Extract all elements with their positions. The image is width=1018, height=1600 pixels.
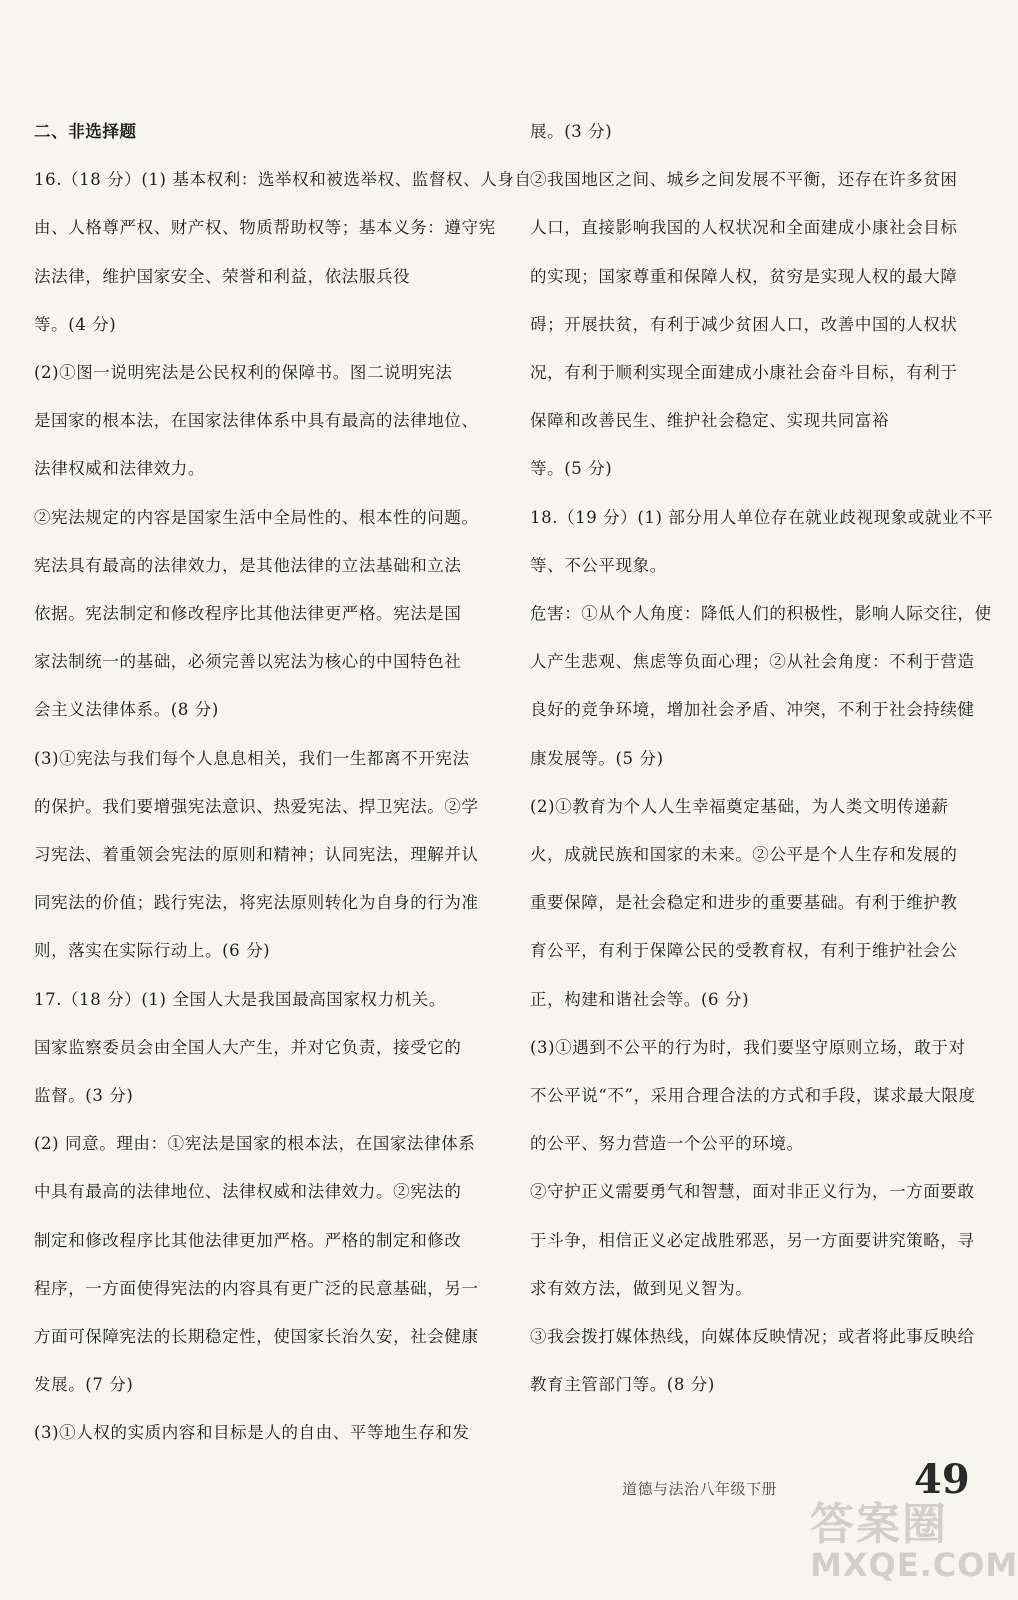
- text-line: 育公平，有利于保障公民的受教育权，有利于维护社会公: [530, 941, 958, 961]
- text-line: 良好的竞争环境，增加社会矛盾、冲突，不利于社会持续健: [530, 700, 975, 720]
- text-line: 于斗争，相信正义必定战胜邪恶，另一方面要讲究策略，寻: [530, 1230, 975, 1250]
- text-line: ②守护正义需要勇气和智慧，面对非正义行为，一方面要敢: [530, 1182, 975, 1202]
- text-line: 同宪法的价值；践行宪法，将宪法原则转化为自身的行为准: [34, 893, 479, 913]
- text-line: 程序，一方面使得宪法的内容具有更广泛的民意基础，另一: [34, 1278, 479, 1298]
- text-line: 正，构建和谐社会等。(6 分): [530, 989, 750, 1009]
- text-line: 宪法具有最高的法律效力，是其他法律的立法基础和立法: [34, 555, 462, 575]
- text-line: (2)①教育为个人人生幸福奠定基础，为人类文明传递薪: [530, 796, 949, 816]
- text-line: (2) 同意。理由：①宪法是国家的根本法，在国家法律体系: [34, 1134, 476, 1154]
- text-line: 康发展等。(5 分): [530, 748, 664, 768]
- text-line: 人产生悲观、焦虑等负面心理；②从社会角度：不利于营造: [530, 652, 975, 672]
- text-line: 等。(5 分): [530, 459, 613, 479]
- text-line: 的实现；国家尊重和保障人权，贫穷是实现人权的最大障: [530, 266, 958, 286]
- text-line: ③我会拨打媒体热线，向媒体反映情况；或者将此事反映给: [530, 1327, 975, 1346]
- text-line: ②宪法规定的内容是国家生活中全局性的、根本性的问题。: [34, 507, 479, 527]
- watermark-line-1: 答案圈: [810, 1499, 948, 1550]
- text-line: 家法制统一的基础，必须完善以宪法为核心的中国特色社: [34, 652, 462, 672]
- text-line: 16.（18 分）(1) 基本权利：选举权和被选举权、监督权、人身自: [34, 170, 532, 190]
- text-line: 教育主管部门等。(8 分): [530, 1375, 715, 1395]
- text-line: 是国家的根本法，在国家法律体系中具有最高的法律地位、: [34, 411, 479, 431]
- text-line: 由、人格尊严权、财产权、物质帮助权等；基本义务：遵守宪: [34, 218, 496, 238]
- text-line: 中具有最高的法律地位、法律权威和法律效力。②宪法的: [34, 1182, 462, 1202]
- text-line: 则，落实在实际行动上。(6 分): [34, 941, 271, 961]
- text-line: 习宪法、着重领会宪法的原则和精神；认同宪法，理解并认: [34, 845, 479, 864]
- text-line: 的保护。我们要增强宪法意识、热爱宪法、捍卫宪法。②学: [34, 796, 479, 816]
- text-line: 法律权威和法律效力。: [34, 459, 205, 479]
- text-line: 重要保障，是社会稳定和进步的重要基础。有利于维护教: [530, 893, 958, 913]
- text-line: 危害：①从个人角度：降低人们的积极性，影响人际交往，使: [530, 604, 992, 623]
- text-line: 人口，直接影响我国的人权状况和全面建成小康社会目标: [530, 218, 958, 238]
- watermark-line-2: MXQE.COM: [810, 1546, 1018, 1584]
- text-line: 法法律，维护国家安全、荣誉和利益，依法服兵役: [34, 266, 411, 286]
- text-line: 国家监察委员会由全国人大产生，并对它负责，接受它的: [34, 1037, 462, 1057]
- text-line: 依据。宪法制定和修改程序比其他法律更严格。宪法是国: [34, 604, 462, 623]
- text-line: ②我国地区之间、城乡之间发展不平衡，还存在许多贫困: [530, 170, 958, 190]
- text-line: 17.（18 分）(1) 全国人大是我国最高国家权力机关。: [34, 989, 446, 1009]
- book-title: 道德与法治八年级下册: [622, 1480, 778, 1498]
- text-line: 二、非选择题: [34, 122, 137, 141]
- text-line: (2)①图一说明宪法是公民权利的保障书。图二说明宪法: [34, 363, 453, 382]
- text-line: 碍；开展扶贫，有利于减少贫困人口，改善中国的人权状: [530, 314, 958, 334]
- text-line: 况，有利于顺利实现全面建成小康社会奋斗目标，有利于: [530, 363, 958, 382]
- text-line: 保障和改善民生、维护社会稳定、实现共同富裕: [530, 411, 890, 431]
- text-line: 的公平、努力营造一个公平的环境。: [530, 1134, 804, 1154]
- text-line: 火，成就民族和国家的未来。②公平是个人生存和发展的: [530, 845, 958, 864]
- text-line: 发展。(7 分): [34, 1375, 134, 1395]
- text-line: 等、不公平现象。: [530, 555, 667, 575]
- text-line: 等。(4 分): [34, 314, 117, 334]
- text-line: 监督。(3 分): [34, 1086, 134, 1105]
- text-line: 会主义法律体系。(8 分): [34, 700, 219, 720]
- text-line: (3)①人权的实质内容和目标是人的自由、平等地生存和发: [34, 1423, 470, 1443]
- text-line: (3)①遇到不公平的行为时，我们要坚守原则立场，敢于对: [530, 1037, 966, 1057]
- text-line: 制定和修改程序比其他法律更加严格。严格的制定和修改: [34, 1230, 462, 1250]
- watermark-logo: [810, 1488, 1018, 1596]
- text-line: 方面可保障宪法的长期稳定性，使国家长治久安，社会健康: [34, 1327, 479, 1346]
- text-line: 18.（19 分）(1) 部分用人单位存在就业歧视现象或就业不平: [530, 507, 994, 527]
- page-number: 49: [914, 1456, 970, 1503]
- text-line: 不公平说“不”，采用合理合法的方式和手段，谋求最大限度: [530, 1086, 976, 1105]
- text-line: 求有效方法，做到见义智为。: [530, 1278, 753, 1298]
- text-line: 展。(3 分): [530, 122, 613, 141]
- text-line: (3)①宪法与我们每个人息息相关，我们一生都离不开宪法: [34, 748, 470, 768]
